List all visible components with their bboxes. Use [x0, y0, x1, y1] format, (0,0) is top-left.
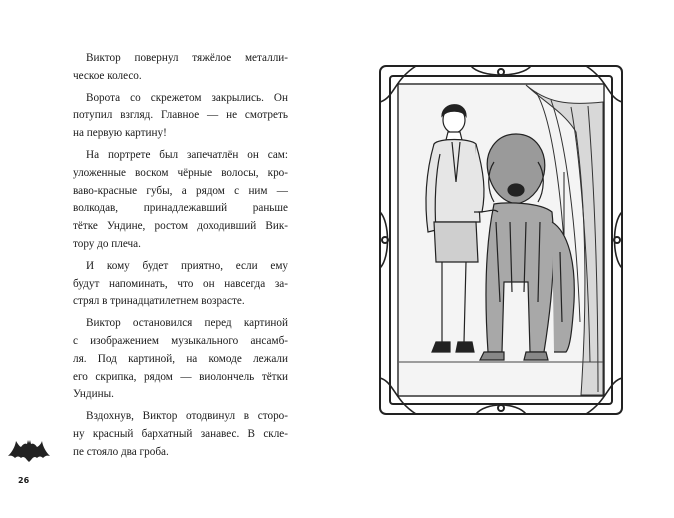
paragraph	[73, 408, 288, 461]
text-line: На портрете был запечатлён он сам:	[86, 148, 288, 161]
text-line: тору до плеча.	[73, 237, 141, 250]
text-line: потупил взгляд. Главное — не смотреть	[73, 109, 288, 122]
paragraph	[73, 90, 288, 143]
text-line: тётке Ундине, ростом доходивший Вик-	[73, 220, 288, 233]
text-line: с изображением музыкального ансамб-	[73, 334, 288, 347]
text-line: уложенные воском чёрные волосы, кро-	[73, 166, 288, 179]
paragraph	[73, 147, 288, 254]
text-line: ческое колесо.	[73, 69, 142, 82]
paragraph	[73, 258, 288, 311]
body-text	[73, 50, 288, 466]
text-line: Вздохнув, Виктор отодвинул в сторо-	[86, 410, 288, 423]
text-line: волкодав, принадлежавший раньше	[73, 202, 288, 215]
text-line: ваво-красные губы, а рядом с ним —	[73, 184, 288, 197]
text-line: стрял в тринадцатилетнем возрасте.	[73, 295, 245, 308]
text-line: будут напоминать, что он навсегда за-	[73, 277, 288, 290]
text-line: Виктор остановился перед картиной	[86, 317, 288, 330]
paragraph	[73, 315, 288, 404]
text-line: Ворота со скрежетом закрылись. Он	[86, 91, 288, 104]
text-line: пе стояло два гроба.	[73, 445, 169, 458]
text-line: Ундины.	[73, 388, 114, 401]
framed-portrait-illustration	[376, 62, 626, 418]
text-line: ля. Под картиной, на комоде лежали	[73, 352, 288, 365]
page-number: 26	[18, 476, 30, 485]
text-line: его скрипка, рядом — виолончель тётки	[73, 370, 288, 383]
text-line: Виктор повернул тяжёлое металли-	[86, 52, 288, 64]
paragraph	[73, 50, 288, 86]
text-line: на первую картину!	[73, 127, 167, 140]
text-line: И кому будет приятно, если ему	[86, 259, 288, 272]
bat-icon	[6, 434, 52, 464]
text-line: ну красный бархатный занавес. В скле-	[73, 427, 288, 440]
